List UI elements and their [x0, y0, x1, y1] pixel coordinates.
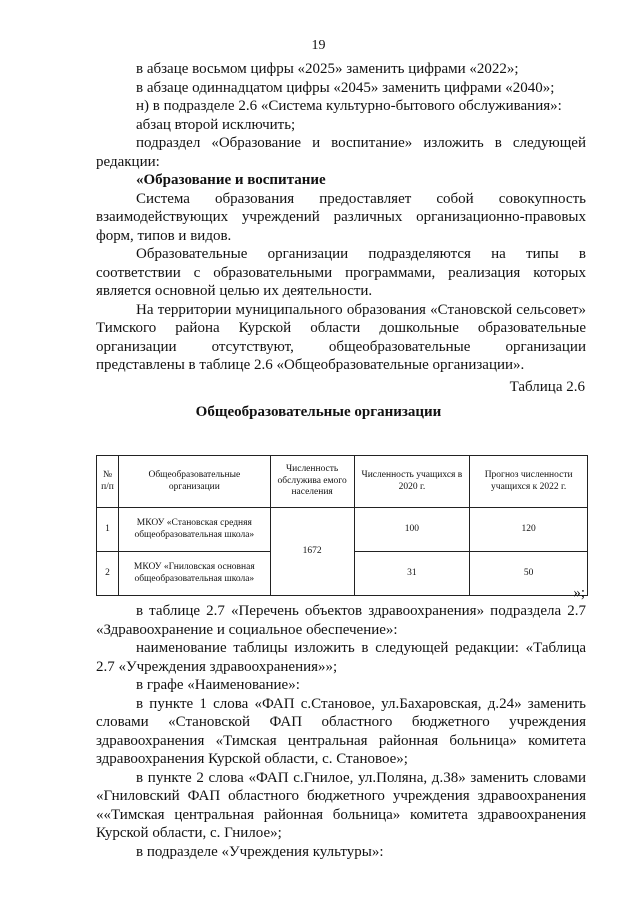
table-title: Общеобразовательные организации	[195, 404, 442, 420]
text-line: в графе «Наименование»:	[136, 677, 300, 693]
text-line: здравоохранения «Тимская центральная районная больница» комитета	[96, 732, 586, 749]
text-line: в пункте 1 слова «ФАП с.Становое, ул.Бахаровская, д.24» заменить	[136, 695, 586, 712]
header-population: Численность обслужива емого населения	[270, 456, 354, 508]
text-line: представлены в таблице 2.6 «Общеобразовательные организации».	[96, 357, 525, 373]
text-line: На территории муниципального образования «Становской сельсовет»	[136, 301, 586, 318]
header-num: № п/п	[97, 456, 119, 508]
body-text	[96, 602, 586, 861]
population-cell: 1672	[270, 508, 354, 596]
row-students: 31	[354, 552, 470, 596]
section-heading: «Образование и воспитание	[136, 172, 326, 188]
intro-text	[96, 60, 586, 375]
text-line: в подразделе «Учреждения культуры»:	[136, 843, 384, 860]
table-close-quote: »;	[573, 585, 585, 601]
row-num: 1	[97, 508, 119, 552]
text-line: здравоохранения Курской области, с. Становое»;	[96, 751, 408, 767]
row-forecast: 50	[470, 552, 588, 596]
text-line: в таблице 2.7 «Перечень объектов здравоохранения» подраздела 2.7	[136, 603, 586, 619]
text-line: в абзаце одиннадцатом цифры «2045» заменить цифрами «2040»;	[136, 79, 555, 96]
text-line: словами «Становской ФАП областного бюджетного учреждения	[96, 714, 586, 730]
text-line: взаимодействующих учреждений различных организационно-правовых	[96, 209, 586, 225]
text-line: ««Тимская центральная районная больница» комитета здравоохранения	[96, 806, 586, 823]
text-line: «Гниловский ФАП областного бюджетного учреждения здравоохранения	[96, 788, 586, 804]
table-row	[97, 508, 588, 552]
text-line: подраздел «Образование и воспитание» изложить в следующей	[136, 135, 586, 151]
header-students-2020: Численность учащихся в 2020 г.	[354, 456, 470, 508]
text-line: в абзаце восьмом цифры «2025» заменить цифрами «2022»;	[136, 61, 519, 77]
text-line: абзац второй исключить;	[136, 116, 296, 133]
row-organization: МКОУ «Становская средняя общеобразовательная школа»	[118, 508, 270, 552]
text-line: 2.7 «Учреждения здравоохранения»»;	[96, 658, 338, 675]
text-line: форм, типов и видов.	[96, 227, 232, 244]
page-number: 19	[311, 38, 326, 53]
text-line: Образовательные организации подразделяются на типы в	[136, 246, 586, 262]
text-line: Система образования предоставляет собой совокупность	[136, 190, 586, 207]
organizations-table	[96, 455, 588, 596]
text-line: «Здравоохранение и социальное обеспечение»:	[96, 621, 398, 638]
row-organization: МКОУ «Гниловская основная общеобразовательная школа»	[118, 552, 270, 596]
text-line: соответствии с образовательными программами, реализация которых	[96, 264, 586, 281]
text-line: является основной целью их деятельности.	[96, 283, 373, 299]
table-caption: Таблица 2.6	[509, 379, 585, 395]
text-line: Курской области, с. Гнилое»;	[96, 825, 282, 841]
text-line: наименование таблицы изложить в следующей редакции: «Таблица	[136, 640, 586, 656]
text-line: Тимского района Курской области дошкольные образовательные	[96, 320, 586, 336]
row-students: 100	[354, 508, 470, 552]
row-forecast: 120	[470, 508, 588, 552]
table-header-row	[97, 456, 588, 508]
row-num: 2	[97, 552, 119, 596]
header-forecast-2022: Прогноз численности учащихся к 2022 г.	[470, 456, 588, 508]
text-line: н) в подразделе 2.6 «Система культурно-бытового обслуживания»:	[136, 98, 562, 114]
text-line: в пункте 2 слова «ФАП с.Гнилое, ул.Поляна, д.38» заменить словами	[136, 769, 586, 786]
header-organization: Общеобразовательные организации	[118, 456, 270, 508]
text-line: организации отсутствуют, общеобразовательные организации	[96, 338, 586, 355]
text-line: редакции:	[96, 153, 160, 170]
